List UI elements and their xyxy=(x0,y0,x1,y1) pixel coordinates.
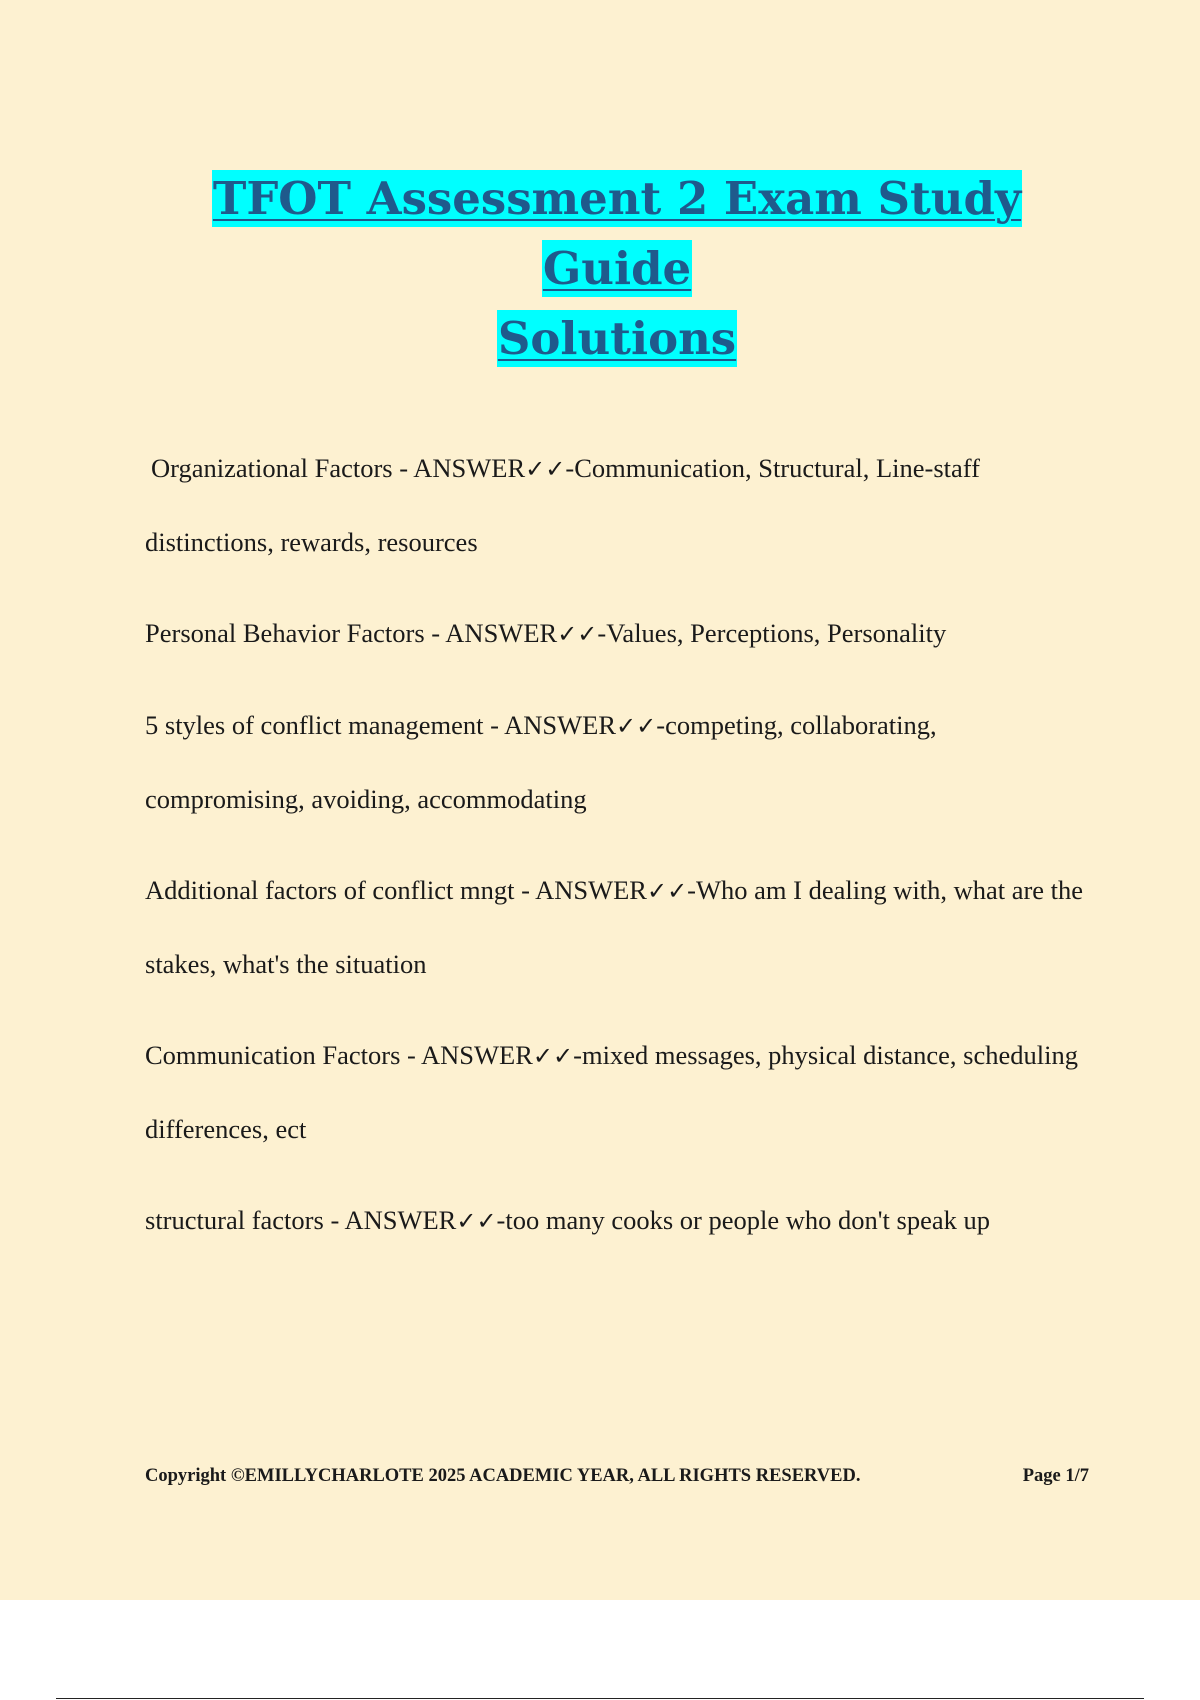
qa-entry: Personal Behavior Factors - ANSWER✓✓-Values, Perceptions, Personality xyxy=(145,618,947,648)
entry-answer: Values, Perceptions, Personality xyxy=(606,618,947,648)
entry-answer: mixed messages, physical distance, scheduling differences, ect xyxy=(145,1040,1078,1144)
double-check-icon: ✓✓ xyxy=(646,877,688,905)
double-check-icon: ✓✓ xyxy=(557,620,598,648)
entry-term: 5 styles of conflict management xyxy=(145,710,484,740)
answer-marker: ANSWER xyxy=(504,710,617,740)
entry-answer: Who am I dealing with, what are the stakes, what's the situation xyxy=(145,875,1084,979)
qa-entry: Additional factors of conflict mngt - ANSWER✓✓-Who am I dealing with, what are the stakes, what's the situation xyxy=(145,875,1084,979)
double-check-icon: ✓✓ xyxy=(616,712,657,740)
entry-term: structural factors xyxy=(145,1205,324,1235)
entry-answer: competing, collaborating, compromising, avoiding, accommodating xyxy=(145,710,937,814)
entry-term: Additional factors of conflict mngt xyxy=(145,875,515,905)
answer-marker: ANSWER xyxy=(344,1205,457,1235)
entry-answer: Communication, Structural, Line-staff distinctions, rewards, resources xyxy=(145,453,980,557)
entry-answer: too many cooks or people who don't speak up xyxy=(505,1205,991,1235)
qa-entry: structural factors - ANSWER✓✓-too many cooks or people who don't speak up xyxy=(145,1205,991,1235)
answer-marker: ANSWER xyxy=(535,875,647,905)
title-line-1: TFOT Assessment 2 Exam Study Guide xyxy=(212,172,1022,295)
double-check-icon: ✓✓ xyxy=(532,1042,574,1070)
answer-marker: ANSWER xyxy=(413,453,526,483)
qa-entry: 5 styles of conflict management - ANSWER✓✓-competing, collaborating, compromising, avoiding, accommodating xyxy=(145,710,937,814)
qa-entry: Communication Factors - ANSWER✓✓-mixed messages, physical distance, scheduling differences, ect xyxy=(145,1040,1078,1144)
entry-term: Communication Factors xyxy=(145,1040,401,1070)
document-title xyxy=(145,164,1089,374)
qa-entry-list xyxy=(145,432,1095,1276)
answer-marker: ANSWER xyxy=(445,618,558,648)
page-number: Page 1/7 xyxy=(1022,1466,1089,1486)
title-line-2: Solutions xyxy=(497,312,737,365)
copyright-notice: Copyright ©EMILLYCHARLOTE 2025 ACADEMIC YEAR, ALL RIGHTS RESERVED. xyxy=(145,1466,861,1486)
page-footer xyxy=(145,1466,1089,1487)
answer-marker: ANSWER xyxy=(421,1040,533,1070)
entry-term: Personal Behavior Factors xyxy=(145,618,425,648)
double-check-icon: ✓✓ xyxy=(525,455,566,483)
qa-entry: Organizational Factors - ANSWER✓✓-Communication, Structural, Line-staff distinctions, rewards, resources xyxy=(145,453,980,557)
entry-term: Organizational Factors xyxy=(151,453,393,483)
page-divider xyxy=(56,1698,1144,1699)
double-check-icon: ✓✓ xyxy=(456,1207,497,1235)
